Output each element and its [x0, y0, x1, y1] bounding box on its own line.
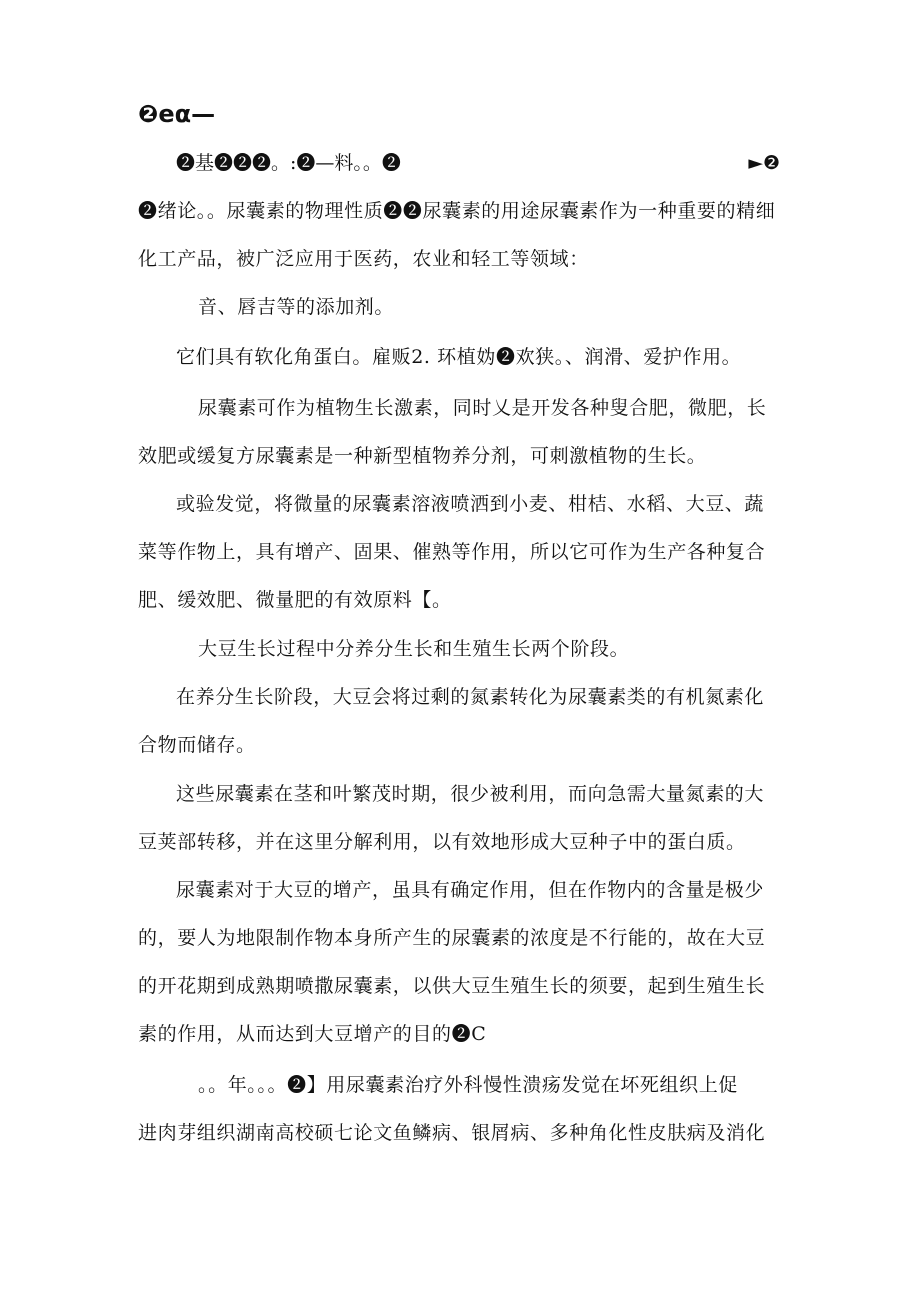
- text-line: 菜等作物上，具有增产、固果、催熟等作用，所以它可作为生产各种复合: [138, 541, 766, 563]
- text-line: 进肉芽组织湖南高校硕七论文鱼鳞病、银屑病、多种角化性皮肤病及消化: [138, 1122, 766, 1144]
- text-line: 。。年。。。❷】用尿囊素治疗外科慢性溃疡发觉在坏死组织上促: [198, 1074, 738, 1096]
- text-line: 这些尿囊素在茎和叶繁茂时期，很少被利用，而向急需大量氮素的大: [176, 783, 765, 805]
- text-line: 在养分生长阶段，大豆会将过剩的氮素转化为尿囊素类的有机氮素化: [176, 686, 765, 708]
- text-line: 尿囊素对于大豆的增产，虽具有确定作用，但在作物内的含量是极少: [176, 879, 765, 901]
- text-line: 化工产品，被广泛应用于医药，农业和轻工等领域：: [138, 248, 589, 270]
- text-line: 素的作用，从而达到大豆增产的目的❷C: [138, 1023, 487, 1045]
- text-line: 合物而储存。: [138, 734, 256, 756]
- text-line: 的，要人为地限制作物本身所产生的尿囊素的浓度是不行能的，故在大豆: [138, 927, 766, 949]
- toc-row: [176, 151, 780, 175]
- text-line: 尿囊素可作为植物生长激素，同时乂是开发各种叟合肥，微肥，长: [198, 397, 767, 419]
- toc-entry-text: ❷基❷❷❷。:❷—料。。❷: [176, 152, 401, 174]
- text-line: 效肥或缓复方尿囊素是一种新型植物养分剂，可刺激植物的生长。: [138, 445, 707, 467]
- text-line: 豆荚部转移，并在这里分解利用，以有效地形成大豆种子中的蛋白质。: [138, 831, 746, 853]
- toc-page-marker: ►❷: [748, 152, 780, 174]
- text-line: 音、唇吉等的添加剂。: [198, 296, 395, 318]
- text-line: 或验发觉，将微量的尿囊素溶液喷洒到小麦、柑桔、水稻、大豆、蔬: [176, 493, 765, 515]
- text-line: 它们具有软化角蛋白。雇贩2. 环植妫❷欢狭。、润滑、爱护作用。: [176, 346, 742, 368]
- section-heading: ❷eα—: [138, 100, 216, 128]
- text-line: 的开花期到成熟期喷撒尿囊素，以供大豆生殖生长的须要，起到生殖生长: [138, 975, 766, 997]
- text-line: 肥、缓效肥、微量肥的有效原料【。: [138, 589, 452, 611]
- text-line: 大豆生长过程中分养分生长和生殖生长两个阶段。: [198, 638, 630, 660]
- text-line: ❷绪论。。尿囊素的物理性质❷❷尿囊素的用途尿囊素作为一种重要的精细: [138, 200, 776, 222]
